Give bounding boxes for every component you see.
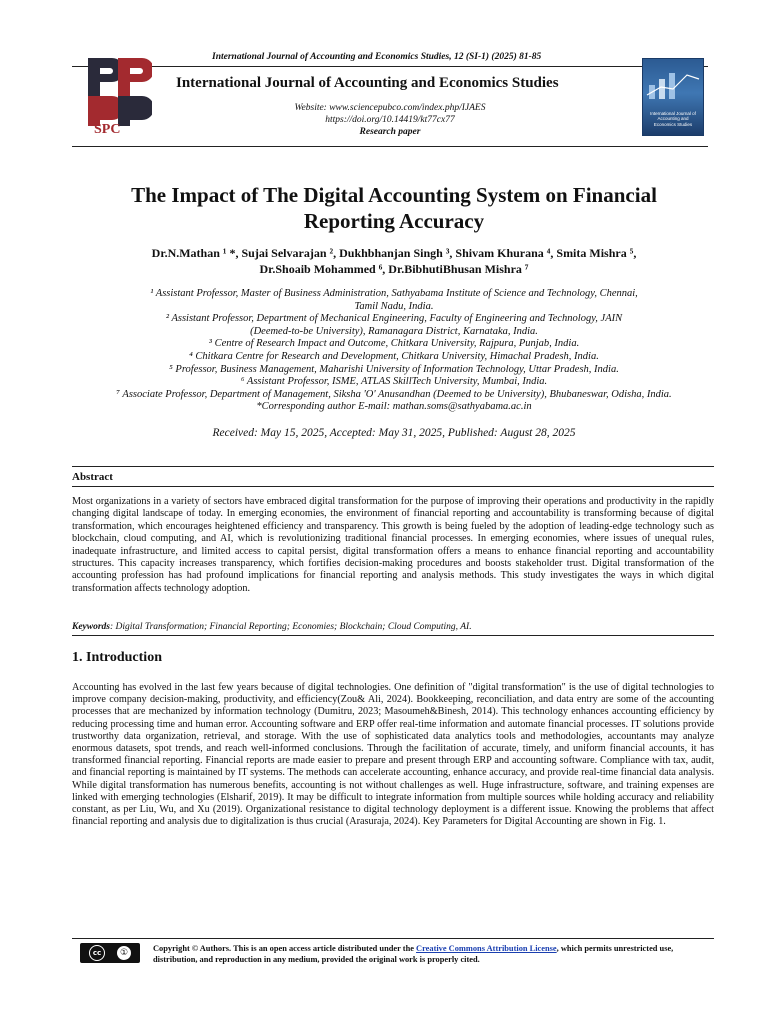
- journal-cover-image: [642, 58, 704, 136]
- affiliation-line: ⁶ Assistant Professor, ISME, ATLAS SkillTech University, Mumbai, India.: [240, 376, 548, 388]
- paper-title-line: Reporting Accuracy: [303, 209, 485, 233]
- journal-name: International Journal of Accounting and Economics Studies: [176, 75, 559, 91]
- affiliations: [80, 288, 708, 414]
- copyright-notice: [153, 943, 713, 965]
- cc-by-license-badge[interactable]: [80, 943, 140, 963]
- affiliation-line: ¹ Assistant Professor, Master of Business Administration, Sathyabama Institute of Science and Technology, Chennai,: [150, 288, 638, 299]
- cc-license-link[interactable]: Creative Commons Attribution License: [416, 944, 557, 953]
- corresponding-author[interactable]: *Corresponding author E-mail: mathan.soms@sathyabama.ac.in: [256, 401, 532, 413]
- copyright-text-start: Copyright © Authors. This is an open access article distributed under the: [153, 944, 417, 953]
- journal-website[interactable]: Website: www.sciencepubco.com/index.php/IJAES: [294, 103, 486, 113]
- cc-icon: cc: [89, 945, 105, 961]
- publisher-logo-text: SPC: [94, 122, 121, 137]
- author-list: [80, 245, 708, 277]
- header-rule-top: [72, 66, 708, 67]
- affiliation-line: ⁵ Professor, Business Management, Maharishi University of Information Technology, Uttar Pradesh, India.: [169, 363, 619, 375]
- affiliation-line: ⁴ Chitkara Centre for Research and Development, Chitkara University, Himachal Pradesh, India.: [189, 350, 599, 362]
- affiliation-line: (Deemed-to-be University), Ramanagara District, Karnataka, India.: [250, 325, 538, 337]
- keywords-label: Keywords: [72, 622, 110, 632]
- section-heading-introduction: 1. Introduction: [72, 650, 162, 665]
- affiliation-line: Tamil Nadu, India.: [354, 300, 434, 312]
- affiliation-line: ² Assistant Professor, Department of Mechanical Engineering, Faculty of Engineering and Technology, JAIN: [165, 313, 623, 325]
- abstract-text: Most organizations in a variety of sectors have embraced digital transformation for the purpose of improving their operations and productivity in the rapidly changing digital landscape of today. In emerging economies, the environment of financial reporting and accountability is transforming because of digital transformation, which encourages heightened efficiency and transparency. This growth is being fueled by the adoption of leading-edge technology such as blockchain, cloud computing, and AI, which is revolutionizing traditional financial processes. In emerging economies, where issues of unequal rules, inadequate infrastructure, and limited access to capital persist, digital transformation offers a means to enhance financial reporting and accountability structures. This capacity increases transparency, which fortifies decision-making procedures and boosts stakeholder trust. Digital transformation of the accounting profession has had profound implications for financial reporting and analysis methods. This study investigates the ways in which digital transformation affects technology adoption.: [72, 496, 714, 594]
- keywords: [72, 622, 714, 632]
- introduction-text: Accounting has evolved in the last few years because of digital technologies. One definition of "digital transformation" is the use of digital technologies to improve company decision-making, productivity, and efficiency(Zou& Ali, 2024). Bookkeeping, reconciliation, and data entry are some of the accounting processes that are mechanized by information technology (Dumitru, 2023; Masoumeh&Binesh, 2014). This technology enhances accounting efficiency by reducing processing time and human error. Accounting software and ERP offer real-time information and automate financial processes. IT solutions provide trustworthy data organization, retrieval, and storage. With the use of sophisticated data analytics tools and methodologies, accountants may analyze enormous datasets, spot trends, and reach well-informed conclusions. Through the facilitation of accurate, timely, and uniform financial accounts, it has transformed financial reporting. Financial reports are made easier to prepare and present through ERP and accounting software. Compliance with tax, audit, and financial reporting is maintained by IT systems. The methods can accelerate accounting, enhance accuracy, and provide real-time financial data analysis. While digital transformation has numerous benefits, accounting is not without challenges as well. Huge infrastructure, software, and training expenses are linked with emerging technologies (Elsharif, 2019). It may be difficult to integrate information from multiple sources while holding accuracy and reliability constant, as per Liu, Wu, and Xu (2019). Organizational resistance to digital technology deployment is a different issue. Knowing the problems that affect financial reporting and analysis due to digitalization is thus crucial (Arasuraja, 2024). Key Parameters for Digital Accounting are shown in Fig. 1.: [72, 682, 714, 828]
- publication-dates: Received: May 15, 2025, Accepted: May 31, 2025, Published: August 28, 2025: [212, 427, 576, 439]
- abstract-rule-bottom: [72, 635, 714, 636]
- footer-rule: [72, 938, 714, 939]
- author-line: Dr.Shoaib Mohammed ⁶, Dr.BibhutiBhusan Mishra ⁷: [259, 262, 529, 276]
- paper-title: [80, 182, 708, 234]
- author-line: Dr.N.Mathan ¹ *, Sujai Selvarajan ², Dukhbhanjan Singh ³, Shivam Khurana ⁴, Smita Mishra ⁵,: [151, 246, 637, 260]
- abstract-heading: Abstract: [72, 471, 113, 483]
- journal-citation: International Journal of Accounting and Economics Studies, 12 (SI-1) (2025) 81-85: [212, 52, 542, 62]
- keywords-text: : Digital Transformation; Financial Reporting; Economies; Blockchain; Cloud Computing, AI.: [110, 622, 472, 632]
- paper-title-line: The Impact of The Digital Accounting System on Financial: [131, 183, 657, 207]
- affiliation-line: ³ Centre of Research Impact and Outcome, Chitkara University, Rajpura, Punjab, India.: [208, 338, 580, 350]
- abstract-rule-mid: [72, 486, 714, 487]
- by-icon: ①: [117, 946, 131, 960]
- header-rule-bottom: [72, 146, 708, 147]
- article-doi[interactable]: https://doi.org/10.14419/kt77cx77: [325, 115, 455, 125]
- paper-type: Research paper: [359, 127, 421, 137]
- publisher-logo: [78, 52, 152, 142]
- abstract-rule-top: [72, 466, 714, 467]
- affiliation-line: ⁷ Associate Professor, Department of Management, Siksha 'O' Anusandhan (Deemed to be University), Bhubaneswar, Odisha, India.: [116, 388, 672, 400]
- copyright-text-end: , which permits unrestricted use, distribution, and reproduction in any medium, provided the original work is properly cited.: [153, 944, 674, 964]
- cover-title: International Journal of Accounting and Economics Studies: [650, 110, 696, 127]
